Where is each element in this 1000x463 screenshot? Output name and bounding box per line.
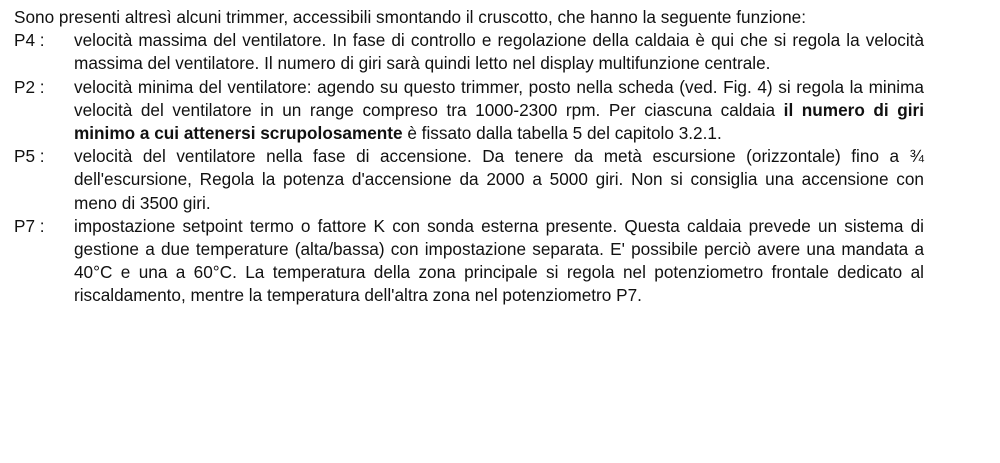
trimmer-item-p5	[14, 145, 924, 215]
trimmer-code-p5: P5 :	[14, 146, 50, 167]
trimmer-item-p4	[14, 29, 924, 75]
document-text	[14, 6, 924, 308]
trimmer-code-p2: P2 :	[14, 76, 50, 97]
trimmer-description-p5: velocità del ventilatore nella fase di accensione. Da tenere da metà escursione (orizzontale) fino a ¾ dell'escursione, Regola la potenza d'accensione da 2000 a 5000 giri. Non si consiglia una accensione con meno di 3500 giri.	[74, 146, 924, 213]
bold-emphasis: il numero di giri minimo a cui attenersi scrupolosamente	[74, 99, 925, 144]
trimmer-description-p2: velocità minima del ventilatore: agendo su questo trimmer, posto nella scheda (ved. Fig. 4) si regola la minima velocità del ventilatore in un range compreso tra 1000-2300 rpm. Per ciascuna caldaia il numero di giri minimo a cui attenersi scrupolosamente è fissato dalla tabella 5 del capitolo 3.2.1.	[74, 76, 925, 144]
trimmer-code-p7: P7 :	[14, 215, 50, 236]
trimmer-item-p2	[14, 76, 924, 146]
trimmer-code-p4: P4 :	[14, 30, 50, 51]
trimmer-item-p7	[14, 215, 924, 308]
intro-paragraph: Sono presenti altresì alcuni trimmer, accessibili smontando il cruscotto, che hanno la seguente funzione:	[14, 7, 807, 27]
trimmer-description-p7: impostazione setpoint termo o fattore K con sonda esterna presente. Questa caldaia prevede un sistema di gestione a due temperature (alta/bassa) con impostazione separata. E' possibile perciò avere una mandata a 40°C e una a 60°C. La temperatura della zona principale si regola nel potenziometro frontale dedicato al riscaldamento, mentre la temperatura dell'altra zona nel potenziometro P7.	[74, 215, 924, 306]
trimmer-description-p4: velocità massima del ventilatore. In fase di controllo e regolazione della caldaia è qui che si regola la velocità massima del ventilatore. Il numero di giri sarà quindi letto nel display multifunzione centrale.	[74, 30, 924, 74]
